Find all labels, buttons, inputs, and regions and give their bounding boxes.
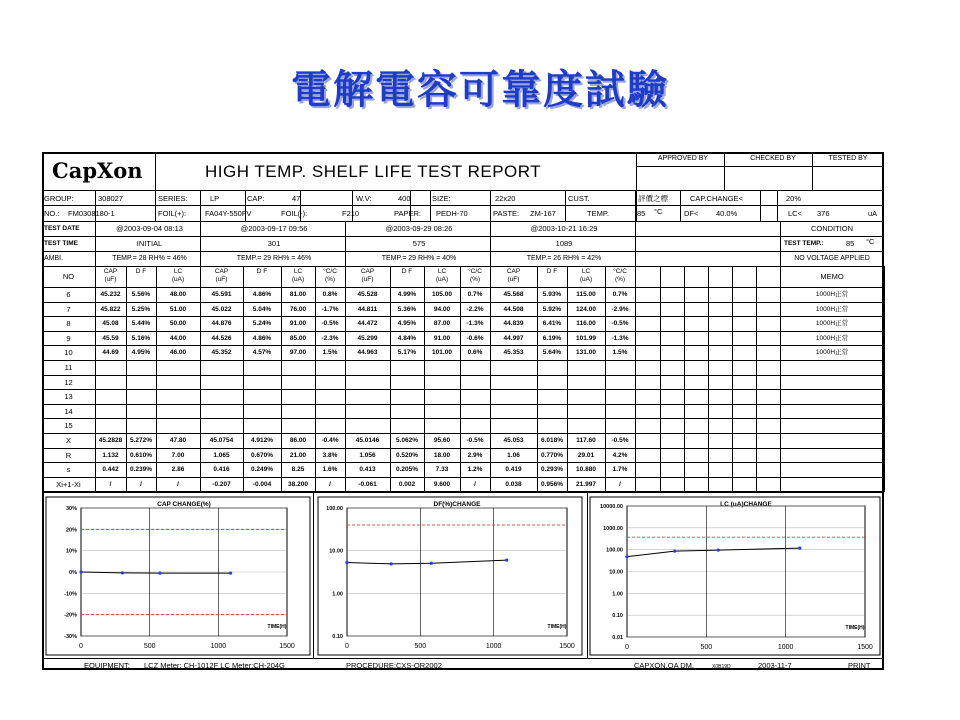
row-no-X: X	[65, 436, 71, 445]
cell-r4-c2: 46.00	[169, 349, 187, 356]
chart-2-ytick-6: 0.01	[612, 635, 623, 641]
cell-r10-c11: 45.053	[503, 437, 524, 444]
cell-r10-c6: -0.4%	[321, 437, 339, 444]
info-df: 40.0%	[716, 209, 738, 218]
cell-r0-c4: 4.86%	[252, 291, 272, 298]
cell-r13-c7: -0.061	[358, 481, 377, 488]
chart-2-point-1	[673, 549, 676, 552]
col-header-g2-0: CAP (uF)	[506, 268, 521, 283]
chart-2-ytick-1: 1000.00	[603, 525, 623, 532]
chart-0-xtick-1: 500	[143, 643, 156, 650]
col-header-no: NO	[62, 272, 75, 281]
cell-r1-c11: 44.508	[503, 306, 524, 313]
cell-r2-c14: -0.5%	[611, 320, 629, 327]
equipment-value: LCZ Meter: CH-1012F LC Meter:CH-204G	[144, 661, 285, 670]
col-header-g2-2: LC (uA)	[579, 268, 593, 283]
cell-r11-c9: 18.00	[433, 452, 451, 459]
condition-label: CONDITION	[810, 224, 854, 233]
cell-r12-c8: 0.205%	[395, 466, 419, 473]
row-no-R: R	[65, 451, 72, 460]
info-foilp_lbl: FOIL(+):	[158, 209, 187, 218]
chart-0-point-3	[229, 571, 232, 574]
cell-r10-c10: -0.5%	[466, 437, 484, 444]
report-date: 2003-11-7	[758, 661, 792, 670]
cell-r4-c12: 5.64%	[542, 349, 562, 356]
chart-2-point-0	[625, 555, 628, 558]
cell-r12-c7: 0.413	[359, 466, 376, 473]
cell-r11-c12: 0.770%	[540, 452, 564, 459]
cell-r4-c6: 1.5%	[322, 349, 338, 356]
col-header-g0-2: LC (uA)	[291, 268, 305, 283]
cell-r10-c2: 47.80	[169, 437, 187, 444]
cell-r10-c4: 4.912%	[250, 437, 274, 444]
cell-r10-c0: 45.2828	[98, 437, 123, 444]
test-time-0: INITIAL	[136, 239, 163, 248]
cell-r1-c5: 76.00	[289, 306, 307, 313]
cell-r11-c6: 3.8%	[322, 452, 338, 459]
info-cap: 47	[292, 194, 301, 203]
cell-r2-c6: -0.5%	[321, 320, 339, 327]
chart-0-ytick-0: 30%	[65, 506, 77, 512]
cell-r4-c11: 45.353	[503, 349, 524, 356]
info-std: 評價之標	[638, 194, 668, 203]
cell-r4-c1: 4.95%	[131, 349, 151, 356]
row-no-Xi+1-Xi: Xi+1-Xi	[56, 480, 81, 489]
cell-r3-c3: 44.526	[211, 335, 232, 342]
info-capchg: 20%	[786, 194, 802, 203]
chart-1-point-2	[430, 562, 433, 565]
info-paper: PEDH-70	[436, 209, 468, 218]
cell-r0-c11: 45.568	[503, 291, 524, 298]
cell-r13-c10: /	[474, 481, 476, 488]
cell-r2-c8: 4.95%	[397, 320, 417, 327]
chart-1-ytick-3: 0.10	[332, 634, 343, 640]
cell-r4-c8: 5.17%	[397, 349, 417, 356]
cell-r12-c14: 1.7%	[612, 466, 628, 473]
info-capchg_lbl: CAP.CHANGE<	[690, 194, 744, 203]
col-header-g2-3: °C/C (%)	[613, 268, 627, 283]
cell-r1-c13: 124.00	[576, 306, 596, 313]
col-header-g2-1: D F	[546, 268, 558, 275]
cell-r13-c2: /	[177, 481, 179, 488]
cell-r2-c0: 45.08	[102, 320, 119, 327]
cell-r0-c7: 45.528	[357, 291, 378, 298]
row-no-6: 6	[66, 290, 71, 299]
cell-r2-c7: 44.472	[357, 320, 378, 327]
cell-r3-c7: 45.299	[357, 335, 378, 342]
info-foiln: F210	[342, 209, 360, 218]
cell-r0-c1: 5.56%	[131, 291, 151, 298]
chart-2-xlabel: TIME(H)	[845, 625, 865, 631]
chart-1-xtick-3: 1500	[559, 643, 575, 650]
cell-r10-c14: -0.5%	[611, 437, 629, 444]
info-cap_lbl: CAP:	[247, 194, 265, 203]
cell-r13-c1: /	[140, 481, 142, 488]
cell-r3-c12: 6.19%	[542, 335, 562, 342]
cell-r12-c13: 10.880	[576, 466, 596, 473]
info-foilp: FA04Y-550FV	[205, 209, 252, 218]
cell-r1-c1: 5.25%	[131, 306, 151, 313]
chart-2-ytick-5: 0.10	[612, 613, 623, 620]
row-no-11: 11	[64, 363, 73, 372]
row-no-s: s	[66, 465, 71, 474]
chart-2-ytick-0: 10000.00	[600, 504, 623, 510]
cell-r3-c11: 44.997	[503, 335, 524, 342]
cell-r0-c5: 81.00	[289, 291, 307, 298]
chart-title-1: DF(%)CHANGE	[433, 501, 481, 508]
info-series: LP	[210, 194, 220, 203]
test-time-label: TEST TIME	[44, 240, 78, 247]
row-memo-4: 1000H正常	[815, 349, 849, 356]
cell-r4-c3: 45.352	[211, 349, 232, 356]
col-header-g1-1: D F	[401, 268, 413, 275]
cell-r2-c4: 5.24%	[252, 320, 272, 327]
approval-label-0: APPROVED BY	[657, 155, 709, 162]
col-header-initial-2: LC (uA)	[171, 268, 185, 283]
cell-r1-c8: 5.36%	[397, 306, 417, 313]
chart-0-ytick-2: 10%	[65, 548, 77, 555]
cell-r10-c5: 86.00	[289, 437, 307, 444]
info-paste_lbl: PASTE:	[493, 209, 520, 218]
test-temp-label: TEST TEMP.:	[784, 240, 824, 247]
cell-r1-c4: 5.04%	[252, 306, 272, 313]
cell-r3-c8: 4.84%	[397, 335, 417, 342]
info-paste: ZM-167	[530, 209, 556, 218]
cell-r2-c3: 44.876	[211, 320, 232, 327]
info-cust_lbl: CUST.	[568, 194, 590, 203]
cell-r0-c12: 5.93%	[542, 291, 562, 298]
company-logo: CapXon	[52, 158, 143, 183]
cell-r3-c9: 91.00	[433, 335, 451, 342]
cell-r0-c14: 0.7%	[612, 291, 628, 298]
info-lc: 376	[817, 209, 830, 218]
cell-r4-c13: 131.00	[576, 349, 596, 356]
chart-title-2: LC (uA)CHANGE	[720, 501, 772, 508]
cell-r1-c14: -2.9%	[611, 306, 629, 313]
info-wv: 400	[398, 194, 411, 203]
cell-r0-c2: 48.00	[169, 291, 187, 298]
cell-r3-c10: -0.6%	[466, 335, 484, 342]
chart-1-ytick-1: 10.00	[329, 548, 343, 555]
row-memo-2: 1000H正常	[815, 320, 849, 327]
cell-r2-c12: 6.41%	[542, 320, 562, 327]
ambient-note: NO VOLTAGE APPLIED	[794, 255, 870, 262]
ambient-cond-3: TEMP.= 26 RH% = 42%	[526, 255, 602, 262]
cell-r10-c1: 5.272%	[129, 437, 153, 444]
chart-1-point-0	[345, 561, 348, 564]
cell-r10-c7: 45.0146	[355, 437, 380, 444]
test-date-2: @2003-09-29 08:26	[385, 224, 453, 233]
cell-r12-c1: 0.239%	[129, 466, 153, 473]
chart-title-0: CAP CHANGE(%)	[157, 501, 211, 508]
info-temp_unit: °C	[654, 207, 663, 216]
info-foiln_lbl: FOIL(-):	[281, 209, 308, 218]
cell-r1-c12: 5.92%	[542, 306, 562, 313]
row-no-13: 13	[64, 392, 73, 401]
cell-r0-c9: 105.00	[432, 291, 452, 298]
test-temp-value: 85	[846, 239, 855, 248]
info-size: 22x20	[495, 194, 516, 203]
cell-r11-c3: 1.065	[213, 452, 230, 459]
cell-r1-c7: 44.811	[357, 306, 378, 313]
cell-r12-c6: 1.6%	[322, 466, 338, 473]
cell-r3-c4: 4.86%	[252, 335, 272, 342]
cell-r4-c5: 97.00	[289, 349, 307, 356]
chart-0-ytick-5: -20%	[64, 612, 77, 619]
row-no-8: 8	[66, 319, 71, 328]
cell-r12-c9: 7.33	[435, 466, 449, 473]
info-no: FM0308180-1	[68, 209, 115, 218]
ambient-cond-1: TEMP.= 29 RH% = 46%	[236, 255, 312, 262]
cell-r4-c14: 1.5%	[612, 349, 628, 356]
chart-2-xtick-1: 500	[700, 644, 713, 651]
cell-r12-c11: 0.419	[505, 466, 522, 473]
cell-r12-c3: 0.416	[213, 466, 230, 473]
chart-0-xlabel: TIME(H)	[267, 624, 287, 630]
approval-label-1: CHECKED BY	[750, 155, 796, 162]
cell-r4-c9: 101.00	[432, 349, 452, 356]
row-memo-3: 1000H正常	[815, 335, 849, 342]
cell-r2-c13: 116.00	[576, 320, 596, 327]
info-paper_lbl: PAPER:	[394, 209, 421, 218]
test-time-2: 575	[412, 239, 426, 248]
cell-r3-c2: 44.00	[169, 335, 187, 342]
chart-2-ytick-4: 1.00	[612, 591, 623, 598]
print-label: PRINT	[848, 661, 871, 670]
cell-r13-c3: -0.207	[212, 481, 231, 488]
cell-r2-c10: -1.3%	[466, 320, 484, 327]
test-time-3: 1089	[555, 239, 573, 248]
row-memo-0: 1000H正常	[815, 291, 849, 298]
info-lc_lbl: LC<	[788, 209, 802, 218]
report-title: HIGH TEMP. SHELF LIFE TEST REPORT	[205, 162, 542, 181]
cell-r11-c4: 0.670%	[250, 452, 274, 459]
chart-2-ytick-3: 10.00	[609, 569, 623, 576]
cell-r10-c3: 45.0754	[209, 437, 234, 444]
cell-r4-c7: 44.963	[357, 349, 378, 356]
col-header-g1-3: °C/C (%)	[468, 268, 482, 283]
cell-r13-c11: 0.038	[505, 481, 522, 488]
chart-0-point-1	[121, 571, 124, 574]
cell-r2-c1: 5.44%	[131, 320, 151, 327]
cell-r2-c2: 50.00	[169, 320, 187, 327]
chart-0-ytick-1: 20%	[65, 527, 77, 534]
info-group_lbl: GROUP:	[44, 194, 74, 203]
info-no_lbl: NO.:	[44, 209, 60, 218]
ambient-cond-2: TEMP.= 29 RH% = 40%	[381, 255, 457, 262]
approval-label-2: TESTED BY	[828, 155, 868, 162]
cell-r11-c7: 1.056	[359, 452, 376, 459]
procedure-value: PROCEDURE:CXS-QR2002	[346, 661, 442, 670]
info-wv_lbl: W.V:	[356, 194, 372, 203]
cell-r11-c5: 21.00	[289, 452, 307, 459]
test-time-1: 301	[267, 239, 281, 248]
chart-2-xtick-0: 0	[625, 644, 629, 651]
cell-r1-c9: 94.00	[433, 306, 451, 313]
col-header-g0-1: D F	[256, 268, 268, 275]
cell-r12-c10: 1.2%	[467, 466, 483, 473]
cell-r13-c4: -0.004	[252, 481, 272, 488]
cell-r0-c8: 4.99%	[397, 291, 417, 298]
cell-r11-c0: 1.132	[102, 452, 119, 459]
row-no-9: 9	[66, 334, 71, 343]
cell-r12-c2: 2.86	[171, 466, 185, 473]
chart-0-xtick-0: 0	[79, 643, 83, 650]
test-temp-unit: °C	[866, 237, 875, 246]
test-date-3: @2003-10-21 16:29	[530, 224, 598, 233]
cell-r0-c3: 45.591	[211, 291, 232, 298]
cell-r2-c11: 44.839	[503, 320, 524, 327]
chart-1-xtick-1: 500	[414, 643, 427, 650]
cell-r0-c0: 45.232	[100, 291, 121, 298]
cell-r11-c1: 0.610%	[129, 452, 153, 459]
test-date-1: @2003-09-17 09:56	[240, 224, 308, 233]
chart-1-point-1	[390, 562, 393, 565]
col-header-initial-1: D F	[135, 268, 147, 275]
chart-2-ytick-2: 100.00	[606, 547, 623, 554]
chart-0-ytick-4: -10%	[64, 591, 77, 598]
cell-r13-c14: /	[619, 481, 621, 488]
chart-1-xtick-0: 0	[345, 643, 349, 650]
cell-r12-c12: 0.293%	[540, 466, 564, 473]
cell-r1-c3: 45.022	[211, 306, 232, 313]
cell-r13-c5: 38.200	[288, 481, 308, 488]
col-header-g0-0: CAP (uF)	[214, 268, 229, 283]
chart-1-ytick-2: 1.00	[332, 591, 343, 598]
cell-r11-c2: 7.00	[171, 452, 185, 459]
col-header-memo: MEMO	[820, 272, 844, 281]
cell-r4-c10: 0.6%	[467, 349, 483, 356]
chart-1-xlabel: TIME(H)	[547, 624, 567, 630]
cell-r11-c13: 29.01	[577, 452, 595, 459]
qa-department: CAPXON.QA DM.	[634, 661, 695, 670]
chart-plot-area-1	[347, 508, 567, 636]
row-no-12: 12	[64, 378, 73, 387]
cell-r10-c9: 95.60	[433, 437, 451, 444]
info-df_lbl: DF<	[684, 209, 699, 218]
cell-r3-c13: 101.99	[576, 335, 596, 342]
cell-r13-c12: 0.956%	[540, 481, 564, 488]
cell-r0-c6: 0.8%	[322, 291, 338, 298]
chart-2-point-3	[798, 547, 801, 550]
cell-r10-c12: 6.018%	[540, 437, 564, 444]
chart-0-xtick-2: 1000	[210, 643, 227, 650]
row-no-7: 7	[66, 305, 71, 314]
test-date-0: @2003-09-04 08:13	[116, 224, 183, 233]
chart-1-ytick-0: 100.00	[326, 506, 343, 512]
info-temp: 85	[637, 209, 646, 218]
info-size_lbl: SIZE:	[432, 194, 451, 203]
cell-r11-c8: 0.520%	[395, 452, 419, 459]
col-header-g1-0: CAP (uF)	[360, 268, 375, 283]
ambient-cond-0: TEMP.= 28 RH% = 46%	[112, 255, 187, 262]
row-memo-1: 1000H正常	[815, 306, 849, 313]
cell-r3-c14: -1.3%	[611, 335, 629, 342]
info-group: 308027	[98, 194, 124, 203]
cell-r11-c10: 2.9%	[467, 452, 483, 459]
cell-r13-c0: /	[109, 481, 112, 488]
chart-0-point-2	[158, 571, 161, 574]
chart-2-point-2	[717, 548, 720, 551]
cell-r1-c2: 51.00	[169, 306, 187, 313]
ambient-label: AMBI.	[44, 255, 64, 262]
cell-r3-c6: -2.3%	[321, 335, 339, 342]
cell-r10-c13: 117.60	[576, 437, 596, 444]
cell-r10-c8: 5.062%	[395, 437, 419, 444]
cell-r3-c5: 85.00	[289, 335, 307, 342]
chart-0-xtick-3: 1500	[279, 643, 295, 650]
cell-r4-c0: 44.69	[102, 349, 119, 356]
cell-r2-c9: 87.00	[433, 320, 451, 327]
cell-r3-c0: 45.59	[102, 335, 119, 342]
equipment-label: EQUIPMENT:	[84, 661, 130, 670]
cell-r1-c10: -2.2%	[466, 306, 484, 313]
col-header-g1-2: LC (uA)	[435, 268, 449, 283]
chart-1-point-3	[505, 558, 508, 561]
cell-r13-c13: 21.997	[576, 481, 596, 488]
cell-r11-c11: 1.06	[507, 452, 520, 459]
chart-2-xtick-2: 1000	[777, 644, 794, 651]
cell-r12-c4: 0.249%	[250, 466, 274, 473]
cell-r12-c0: 0.442	[102, 466, 119, 473]
cell-r13-c6: /	[329, 481, 331, 488]
cell-r0-c10: 0.7%	[467, 291, 483, 298]
test-date-label: TEST DATE	[44, 225, 80, 232]
chart-0-ytick-3: 0%	[69, 570, 77, 576]
info-temp_lbl: TEMP.	[587, 209, 609, 218]
cell-r0-c13: 115.00	[576, 291, 596, 298]
chart-0-ytick-6: -30%	[64, 634, 77, 640]
cell-r2-c5: 91.00	[289, 320, 307, 327]
col-header-g0-3: °C/C (%)	[323, 268, 337, 283]
cell-r1-c0: 45.822	[100, 306, 121, 313]
cell-r4-c4: 4.57%	[252, 349, 272, 356]
cell-r3-c1: 5.16%	[131, 335, 151, 342]
info-series_lbl: SERIES:	[158, 194, 188, 203]
row-no-15: 15	[64, 421, 73, 430]
form-code: X0B19D	[712, 664, 731, 670]
row-no-10: 10	[64, 348, 73, 357]
cell-r12-c5: 8.25	[291, 466, 305, 473]
cell-r13-c9: 9.600	[433, 481, 451, 488]
row-no-14: 14	[64, 407, 73, 416]
info-lc_unit: uA	[868, 209, 878, 218]
chart-0-point-0	[79, 570, 82, 573]
chart-1-xtick-2: 1000	[485, 643, 502, 650]
page-title: 電解電容可靠度試驗	[291, 66, 669, 113]
cell-r13-c8: 0.002	[398, 481, 416, 488]
chart-2-xtick-3: 1500	[857, 644, 873, 651]
cell-r1-c6: -1.7%	[321, 306, 339, 313]
cell-r11-c14: 4.2%	[612, 452, 628, 459]
col-header-initial-0: CAP (uF)	[103, 268, 118, 283]
